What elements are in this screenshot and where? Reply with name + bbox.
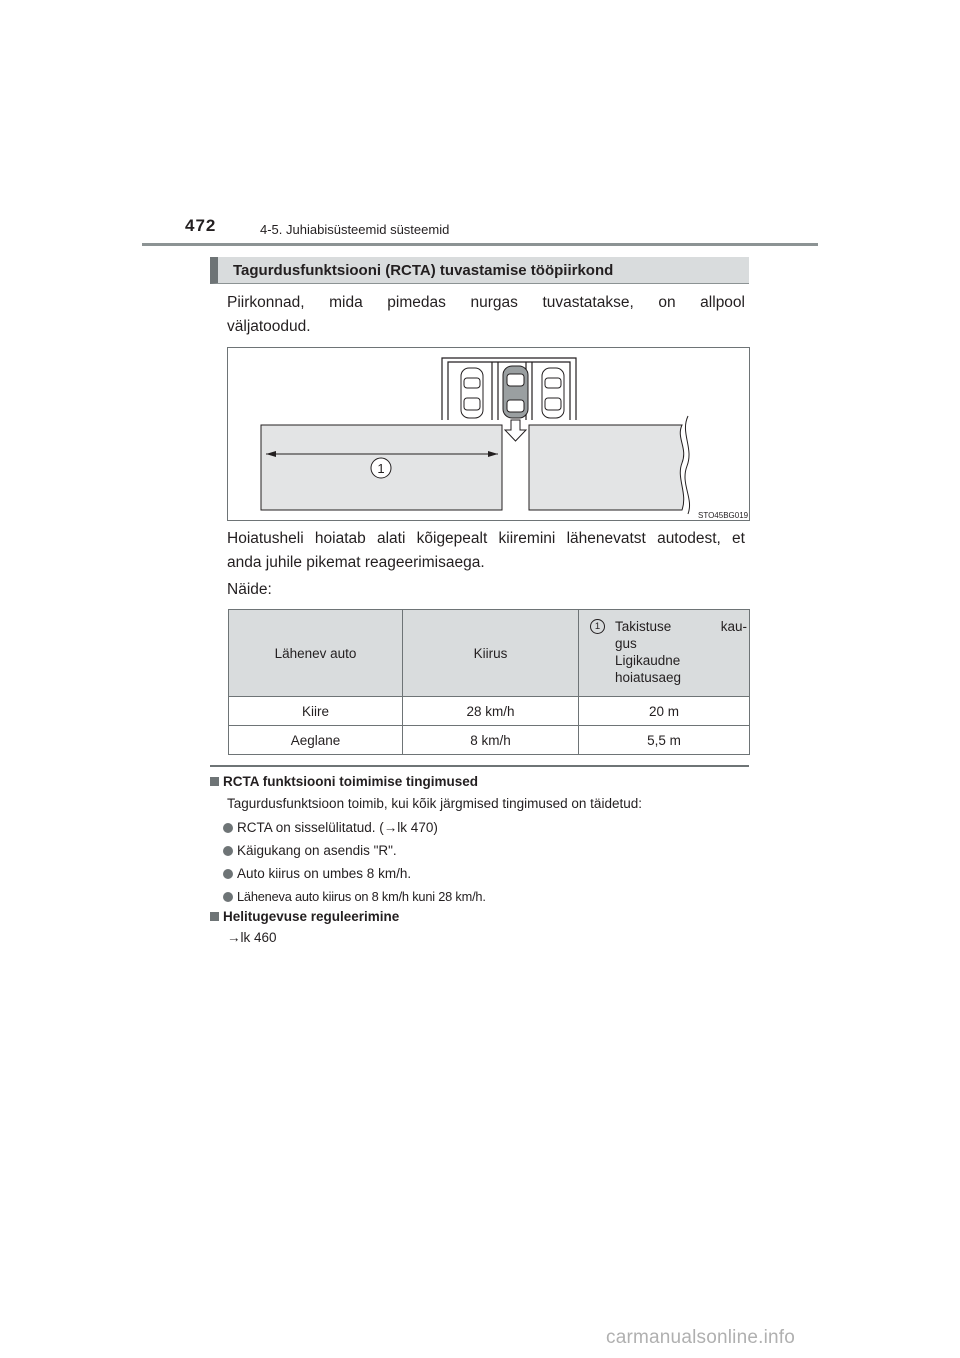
conditions-text: Tagurdusfunktsioon toimib, kui kõik järgmised tingimused on täidetud:	[227, 796, 642, 811]
cell-speed: 28 km/h	[403, 697, 579, 726]
intro-paragraph	[227, 291, 745, 339]
parked-car-right	[542, 368, 564, 418]
bullet-icon	[223, 892, 233, 902]
intro-line-1: Piirkonnad, mida pimedas nurgas tuvastatakse, on allpool	[227, 294, 745, 311]
volume-title: Helitugevuse reguleerimine	[223, 909, 400, 924]
bullet-icon	[223, 846, 233, 856]
watermark: carmanualsonline.info	[606, 1327, 796, 1348]
list-item-text: Käigukang on asendis "R".	[237, 843, 397, 858]
bullet-icon	[223, 869, 233, 879]
section-divider	[210, 765, 749, 767]
example-label: Näide:	[227, 581, 272, 598]
own-car	[503, 366, 528, 418]
bullet-icon	[223, 823, 233, 833]
list-item	[223, 843, 397, 858]
cell-speed: 8 km/h	[403, 726, 579, 755]
cell-distance: 20 m	[579, 697, 750, 726]
example-table	[228, 609, 750, 755]
cell-distance: 5,5 m	[579, 726, 750, 755]
header-warning-line2: hoiatusaeg	[615, 670, 682, 685]
parked-car-left	[461, 368, 483, 418]
table-row	[229, 697, 750, 726]
list-item	[223, 820, 438, 835]
callout-marker: 1	[590, 619, 605, 634]
figure-callout: 1	[377, 461, 385, 476]
warning-line-2: anda juhile pikemat reageerimisaega.	[227, 554, 485, 571]
cell-vehicle: Kiire	[229, 697, 403, 726]
chapter-title: 4-5. Juhiabisüsteemid süsteemid	[260, 222, 450, 237]
page-number: 472	[185, 216, 217, 235]
figure-code: STO45BG019	[698, 511, 749, 520]
conditions-heading	[210, 774, 478, 789]
list-item	[223, 889, 486, 904]
list-item-text: Auto kiirus on umbes 8 km/h.	[237, 866, 412, 881]
list-item-text: Läheneva auto kiirus on 8 km/h kuni 28 km/h.	[237, 889, 486, 904]
page-ref-link[interactable]: RCTA on sisselülitatud. (→lk 470)	[237, 820, 438, 835]
table-row	[229, 726, 750, 755]
right-road-area	[529, 425, 684, 510]
header-vehicle: Lähenev auto	[229, 610, 403, 697]
header-speed: Kiirus	[403, 610, 579, 697]
section-heading-text: Tagurdusfunktsiooni (RCTA) tuvastamise tööpiirkond	[233, 262, 614, 279]
header-divider	[142, 243, 818, 246]
header-distance	[579, 610, 750, 697]
header-distance-line2: gus	[615, 636, 637, 651]
conditions-title: RCTA funktsiooni toimimise tingimused	[223, 774, 479, 789]
header-warning-line1: Ligikaudne	[615, 653, 681, 668]
cell-vehicle: Aeglane	[229, 726, 403, 755]
detection-area-figure	[227, 347, 750, 521]
warning-line-1: Hoiatusheli hoiatab alati kõigepealt kiiremini lähenevatst autodest, et	[227, 530, 745, 547]
header-distance-line1: Takistuse kau-	[615, 619, 747, 634]
volume-heading	[210, 909, 399, 924]
volume-page-ref[interactable]: →lk 460	[227, 930, 277, 945]
square-bullet-icon	[210, 912, 219, 921]
intro-line-2: väljatoodud.	[227, 318, 311, 335]
reverse-arrow	[505, 420, 526, 441]
list-item	[223, 866, 411, 881]
square-bullet-icon	[210, 777, 219, 786]
section-heading	[210, 257, 749, 284]
warning-paragraph	[227, 527, 745, 575]
